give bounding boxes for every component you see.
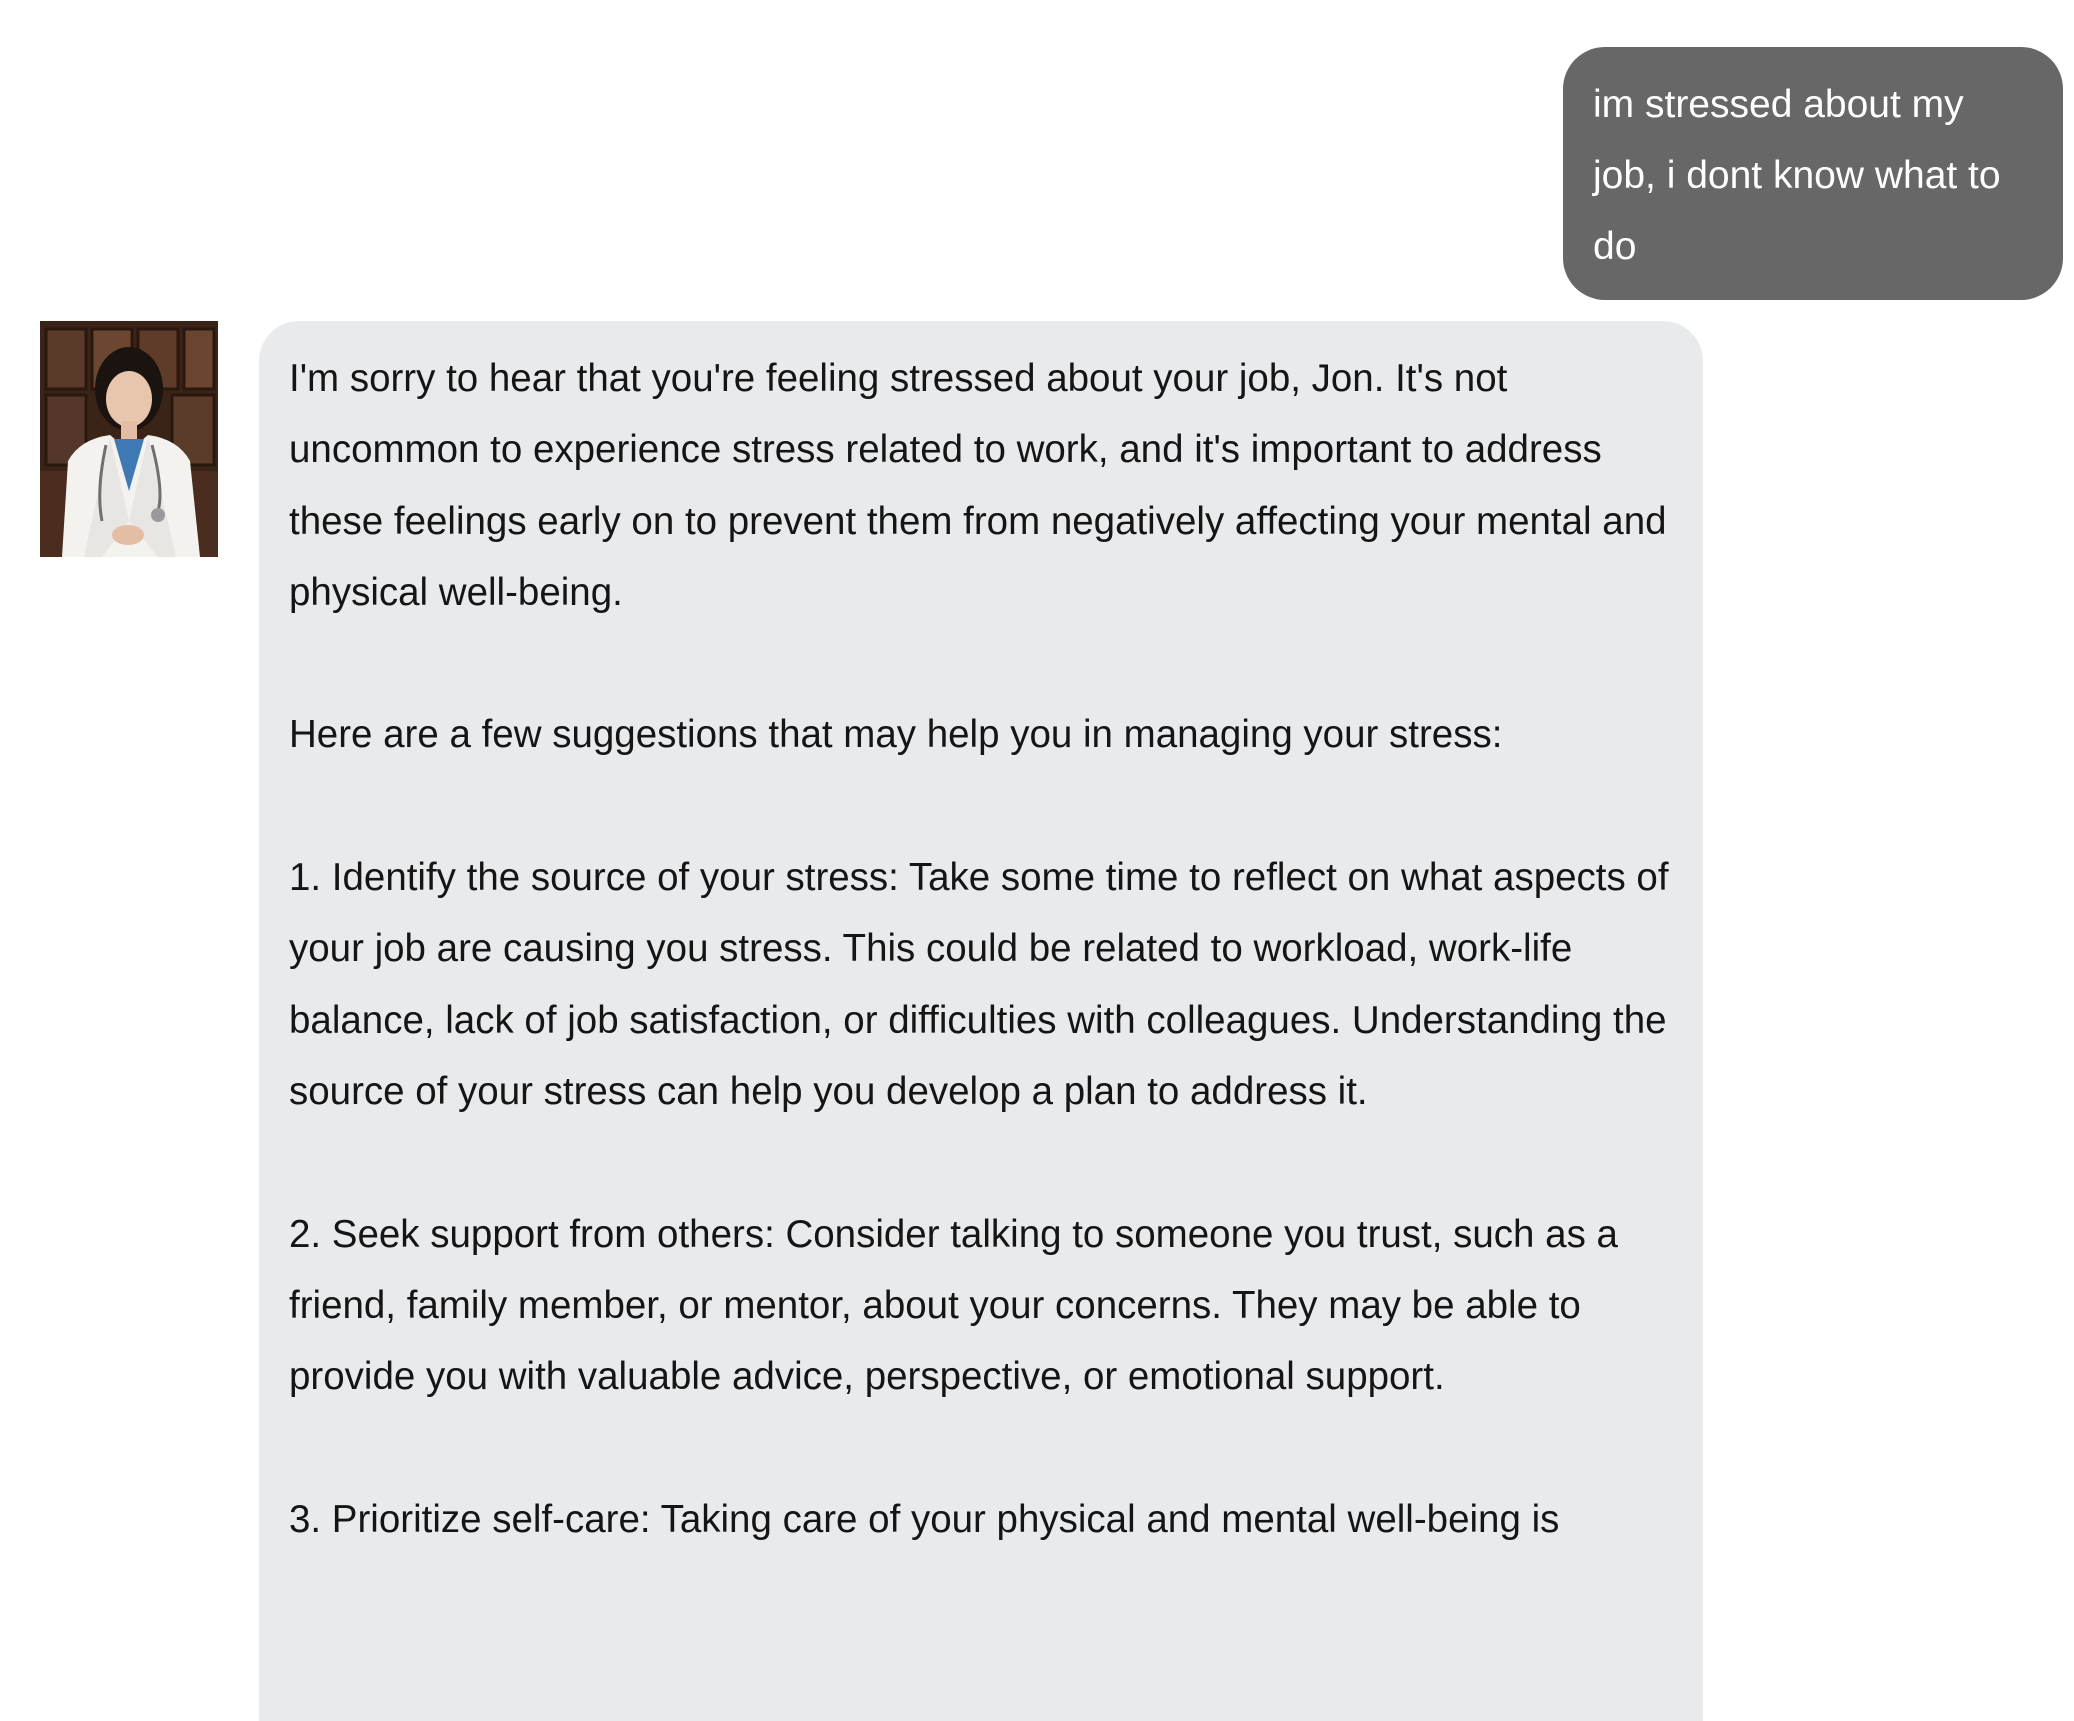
- assistant-message-bubble: [259, 321, 1703, 1721]
- user-message-bubble: [1563, 47, 2063, 300]
- user-message-text: im stressed about my job, i dont know what to do: [1593, 83, 2001, 268]
- doctor-avatar-icon[interactable]: [40, 321, 218, 557]
- assistant-paragraph-lead: Here are a few suggestions that may help you in managing your stress:: [289, 713, 1503, 757]
- assistant-suggestion-2: 2. Seek support from others: Consider talking to someone you trust, such as a friend, family member, or mentor, about your concerns. They may be able to provide you with valuable advice, perspective, or emotional support.: [289, 1212, 1618, 1399]
- assistant-suggestion-3: 3. Prioritize self-care: Taking care of your physical and mental well-being is: [289, 1497, 1560, 1541]
- assistant-paragraph-intro: I'm sorry to hear that you're feeling stressed about your job, Jon. It's not uncommon to experience stress related to work, and it's important to address these feelings early on to prevent them from negatively affecting your mental and physical well-being.: [289, 357, 1667, 614]
- assistant-suggestion-1: 1. Identify the source of your stress: Take some time to reflect on what aspects of your job are causing you stress. This could be related to workload, work-life balance, lack of job satisfaction, or difficulties with colleagues. Understanding the source of your stress can help you develop a plan to address it.: [289, 856, 1669, 1113]
